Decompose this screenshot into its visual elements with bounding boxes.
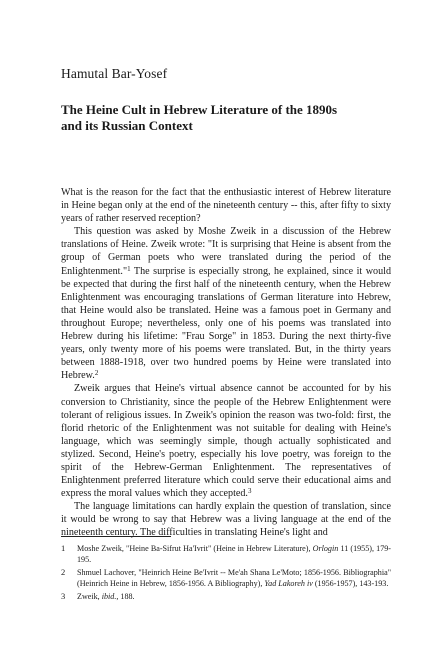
paragraph-text: The surprise is especially strong, he explained, since it would be expected that during the first half of the nineteenth century, when the Hebrew Enlightenment was encouraging translations of German literature into Hebrew, that Heine would also be translated. Heine was a famous poet in Germany and throughout Europe; nevertheless, only one of his poems was translated into Hebrew during his lifetime: "Frau Sorge" in 1853. During the next thirty-five years, only twenty more of his poems were translated. But, in the thirty years between 1888-1918, over two hundred poems by Heine were translated into Hebrew. [61, 265, 391, 382]
footnote-italic-title: ibid. [101, 591, 117, 601]
paragraph-2 [61, 225, 391, 382]
paragraph-4 [61, 500, 391, 539]
footnote-italic-title: Orlogin [312, 544, 339, 553]
footnote-ref-1: 1 [127, 264, 131, 273]
article-title-line-2: and its Russian Context [61, 118, 193, 133]
footnote-ref-2: 2 [94, 369, 99, 378]
footnote-text [77, 543, 391, 566]
paragraph-3 [61, 382, 391, 500]
paragraph-text: What is the reason for the fact that the enthusiastic interest of Hebrew literature in Heine began only at the end of the nineteenth century -- this, after fifty to sixty years of rather reserved reception? [61, 187, 391, 225]
footnote-text [77, 591, 391, 602]
author-name: Hamutal Bar-Yosef [61, 66, 168, 81]
footnote-text-part: Shmuel Lachover, "Heinrich Heine Be'Ivrit -- Me'ah Shana Le'Moto; 1856-1956. Bibliographia" (Heinrich Heine in Hebrew, 1856-1956. A Bibliography), [77, 567, 391, 589]
paragraph-text: The language limitations can hardly explain the question of translation, since it would be wrong to say that Hebrew was a living language at the end of the nineteenth century. The difficulties in translating Heine's light and [61, 501, 391, 539]
footnote-number: 1 [61, 543, 66, 553]
footnote-text [77, 567, 391, 590]
paragraph-text: This question was asked by Moshe Zweik in a discussion of the Hebrew translations of Heine. Zweik wrote: "It is surprising that Heine is absent from the group of German poets who were translated during the period of the Enlightenment." [61, 226, 391, 277]
footnote-divider [61, 536, 171, 537]
footnote-2 [61, 567, 391, 590]
footnote-text-part: Moshe Zweik, "Heine Ba-Sifrut Ha'Ivrit" (Heine in Hebrew Literature), [77, 544, 313, 553]
footnote-1 [61, 543, 391, 566]
article-body [61, 186, 391, 540]
footnote-3 [61, 591, 391, 602]
article-title [61, 102, 401, 134]
footnotes [61, 543, 391, 603]
paragraph-1 [61, 186, 391, 225]
footnote-number: 2 [61, 566, 66, 577]
footnote-number: 3 [61, 590, 66, 601]
footnote-text-part: 11 (1955), 179-195. [77, 544, 391, 565]
footnote-italic-title: Yad Lakoreh iv [264, 579, 313, 589]
article-title-line-1: The Heine Cult in Hebrew Literature of the 1890s [61, 102, 338, 117]
paragraph-text: Zweik argues that Heine's virtual absence cannot be accounted for by his conversion to Christianity, since the people of the Hebrew Enlightenment were tolerant of religious issues. In Zweik's opinion the reason was two-fold: first, the florid rhetoric of the Enlightenment was not suitable for dealing with Heine's language, which was seemingly simple, though actually sophisticated and stylized. Second, Heine's poetry, especially his love poetry, was foreign to the spirit of the Hebrew-German Enlightenment. The representatives of Enlightenment preferred literature which could serve their educational aims and express the moral values which they accepted. [61, 383, 391, 500]
footnote-text-part: Zweik, [77, 591, 102, 601]
footnote-text-part: , 188. [116, 591, 135, 601]
footnote-text-part: (1956-1957), 143-193. [312, 579, 389, 589]
footnote-ref-3: 3 [247, 487, 252, 496]
